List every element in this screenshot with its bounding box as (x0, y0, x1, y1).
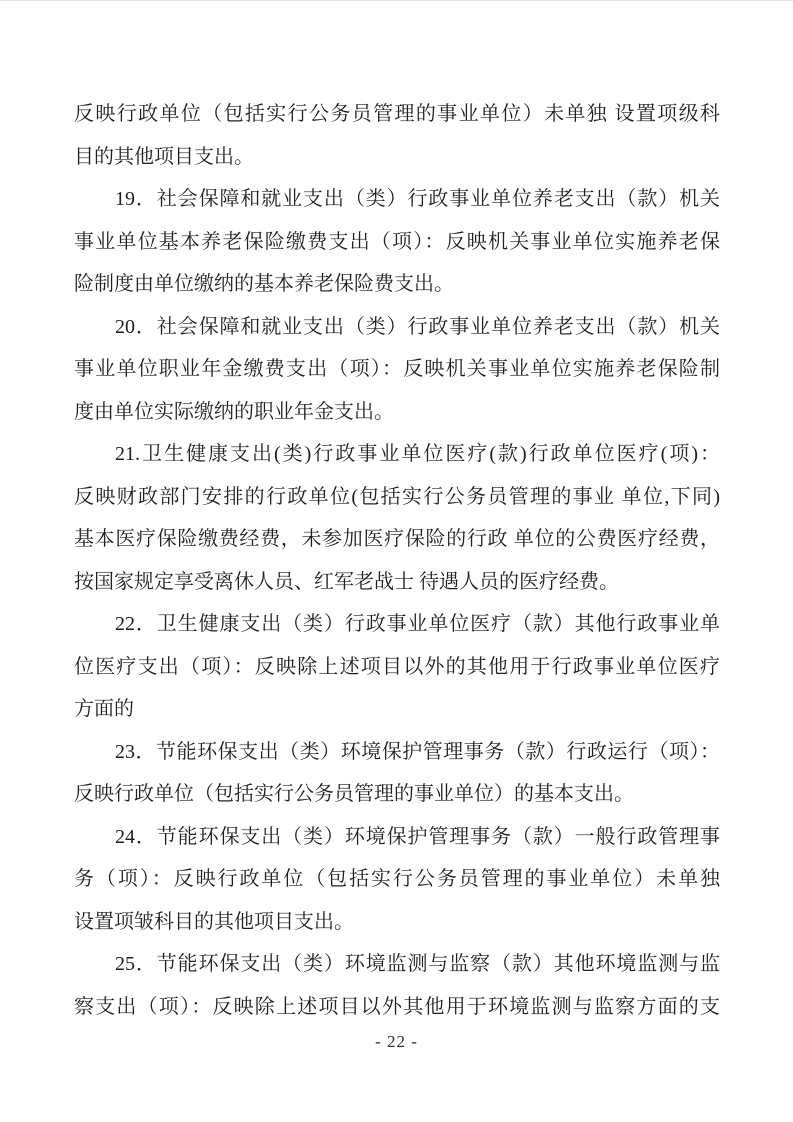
text-line: 基本医疗保险缴费经费，未参加医疗保险的行政 单位的公费医疗经费， (74, 528, 720, 550)
page-number: - 22 - (375, 1032, 418, 1051)
paragraph-6 (74, 816, 720, 944)
text-line: 反映财政部门安排的行政单位(包括实行公务员管理的事业 单位,下同) (74, 485, 720, 508)
paragraph-3 (74, 433, 720, 603)
text-line: 目的其他项目支出。 (74, 145, 254, 168)
text-line: 务（项）：反映行政单位（包括实行公务员管理的事业单位）未单独 (74, 868, 720, 890)
paragraph-5 (74, 731, 720, 816)
text-line: 位医疗支出（项）：反映除上述项目以外的其他用于行政事业单位医疗 (74, 655, 720, 678)
text-line: 20．社会保障和就业支出（类）行政事业单位养老支出（款）机关 (115, 315, 720, 338)
text-line: 25．节能环保支出（类）环境监测与监察（款）其他环境监测与监 (115, 953, 720, 975)
text-line: 反映行政单位（包括实行公务员管理的事业单位）未单独 设置项级科 (74, 103, 720, 125)
text-line: 方面的 (74, 698, 134, 720)
paragraph-4 (74, 603, 720, 731)
paragraph-0 (74, 93, 720, 178)
text-line: 21.卫生健康支出(类)行政事业单位医疗(款)行政单位医疗(项)： (115, 443, 720, 465)
text-line: 23．节能环保支出（类）环境保护管理事务（款）行政运行（项）： (115, 740, 720, 763)
paragraph-2 (74, 306, 720, 434)
document-body (74, 93, 720, 1028)
text-line: 22．卫生健康支出（类）行政事业单位医疗（款）其他行政事业单 (115, 613, 720, 635)
text-line: 度由单位实际缴纳的职业年金支出。 (74, 400, 394, 423)
text-line: 19．社会保障和就业支出（类）行政事业单位养老支出（款）机关 (115, 188, 720, 210)
text-line: 按国家规定享受离休人员、红军老战士 待遇人员的医疗经费。 (74, 570, 619, 593)
paragraph-7 (74, 943, 720, 1028)
text-line: 察支出（项）：反映除上述项目以外其他用于环境监测与监察方面的支 (74, 995, 720, 1018)
text-line: 事业单位职业年金缴费支出（项）：反映机关事业单位实施养老保险制 (74, 358, 720, 380)
text-line: 险制度由单位缴纳的基本养老保险费支出。 (74, 273, 454, 295)
text-line: 24．节能环保支出（类）环境保护管理事务（款）一般行政管理事 (115, 825, 720, 848)
text-line: 设置项皱科目的其他项目支出。 (74, 910, 354, 933)
text-line: 反映行政单位（包括实行公务员管理的事业单位）的基本支出。 (74, 783, 634, 805)
paragraph-1 (74, 178, 720, 306)
text-line: 事业单位基本养老保险缴费支出（项）：反映机关事业单位实施养老保 (74, 230, 720, 253)
